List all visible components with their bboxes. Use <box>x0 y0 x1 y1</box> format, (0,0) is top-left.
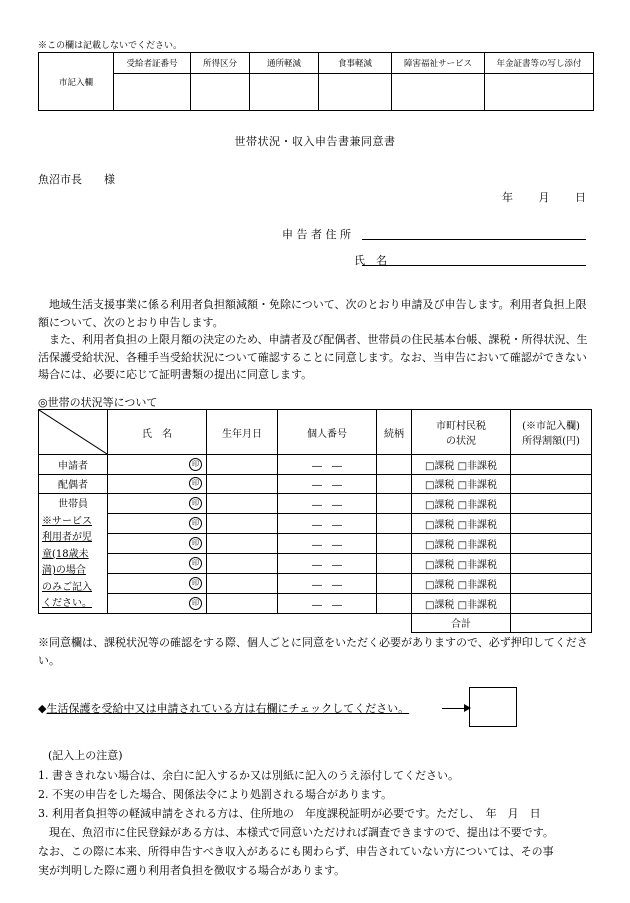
tax-status-cell <box>412 593 511 613</box>
header-income-line2: 所得割額(円) <box>522 436 580 447</box>
name-cell[interactable] <box>108 474 207 494</box>
income-cell[interactable] <box>511 513 592 533</box>
id-dashes: ― ― <box>312 499 342 511</box>
notes-title: (記入上の注意) <box>48 749 123 762</box>
id-cell[interactable] <box>278 513 377 533</box>
note-line: 2. 不実の申告をした場合、関係法令により処罰される場合があります。 <box>38 788 393 801</box>
office-cell[interactable] <box>250 74 319 111</box>
seal-mark: 印 <box>189 537 202 550</box>
taxed-checkbox[interactable]: □課税 <box>424 460 455 472</box>
taxed-checkbox[interactable]: □課税 <box>424 499 455 511</box>
office-cell[interactable] <box>485 74 594 111</box>
name-cell[interactable] <box>108 513 207 533</box>
seal-mark: 印 <box>189 517 202 530</box>
office-col-recipient-number: 受給者証番号 <box>114 53 191 74</box>
income-cell[interactable] <box>511 455 592 475</box>
note-line: 現在、魚沼市に住民登録がある方は、本様式で同意いただければ調査できますので、提出は不要です。 <box>38 826 554 839</box>
name-cell[interactable] <box>108 494 207 514</box>
untaxed-checkbox[interactable]: □非課税 <box>457 579 498 591</box>
office-col-disability-service: 障害福祉サービス <box>392 53 485 74</box>
taxed-checkbox[interactable]: □課税 <box>424 599 455 611</box>
total-cell[interactable] <box>511 613 592 633</box>
tax-status-cell <box>412 513 511 533</box>
header-income-line1: (※市記入欄) <box>522 421 580 432</box>
relation-cell[interactable] <box>377 553 412 573</box>
name-cell[interactable] <box>108 455 207 475</box>
name-cell[interactable] <box>108 553 207 573</box>
id-dashes: ― ― <box>312 559 342 571</box>
header-name: 氏 名 <box>108 410 207 455</box>
office-col-pension-copy: 年金証書等の写し添付 <box>485 53 594 74</box>
tax-status-cell <box>412 533 511 553</box>
untaxed-checkbox[interactable]: □非課税 <box>457 599 498 611</box>
relation-cell[interactable] <box>377 455 412 475</box>
household-member-label <box>39 494 108 614</box>
date-day: 日 <box>575 191 586 204</box>
paragraph-1: 地域生活支援事業に係る利用者負担額減額・免除について、次のとおり申請及び申告します。利用者負担上限額について、次のとおり申告します。 <box>38 298 587 329</box>
id-cell[interactable] <box>278 573 377 593</box>
welfare-bullet: ◆ <box>38 702 47 715</box>
row-label-spouse: 配偶者 <box>39 474 108 494</box>
seal-mark: 印 <box>189 477 202 490</box>
office-col-income-category: 所得区分 <box>191 53 250 74</box>
taxed-checkbox[interactable]: □課税 <box>424 519 455 531</box>
seal-note: ※同意欄は、課税状況等の確認をする際、個人ごとに同意をいただく必要がありますので、必ず押印してください。 <box>38 636 588 667</box>
untaxed-checkbox[interactable]: □非課税 <box>457 460 498 472</box>
relation-cell[interactable] <box>377 573 412 593</box>
member-label: 世帯員 <box>58 499 88 510</box>
member-note-line: 満)の場合 <box>42 565 86 576</box>
note-line: 1. 書ききれない場合は、余白に記入するか又は別紙に記入のうえ添付してください。 <box>38 769 459 782</box>
total-spacer <box>39 613 412 633</box>
welfare-text: 生活保護を受給中又は申請されている方は右欄にチェックしてください。 <box>46 702 410 715</box>
diagonal-line <box>39 410 107 454</box>
id-dashes: ― ― <box>312 599 342 611</box>
taxed-checkbox[interactable]: □課税 <box>424 480 455 492</box>
header-tax-status-line1: 市町村民税 <box>436 421 486 432</box>
office-row-label: 市記入欄 <box>39 53 114 111</box>
id-dashes: ― ― <box>312 519 342 531</box>
header-tax-status-line2: の状況 <box>446 436 476 447</box>
untaxed-checkbox[interactable]: □非課税 <box>457 519 498 531</box>
office-use-note: ※この欄は記載しないでください。 <box>38 41 183 51</box>
diagonal-header-cell <box>39 410 108 455</box>
header-income <box>511 410 592 455</box>
tax-status-cell <box>412 455 511 475</box>
welfare-checkbox[interactable] <box>469 687 517 727</box>
id-cell[interactable] <box>278 494 377 514</box>
seal-mark: 印 <box>189 497 202 510</box>
birth-cell[interactable] <box>207 474 278 494</box>
relation-cell[interactable] <box>377 513 412 533</box>
income-cell[interactable] <box>511 593 592 613</box>
addressee: 魚沼市長 様 <box>38 173 115 186</box>
id-dashes: ― ― <box>312 579 342 591</box>
household-table <box>38 409 592 633</box>
taxed-checkbox[interactable]: □課税 <box>424 579 455 591</box>
note-line: なお、この際に本来、所得申告すべき収入があるにも関わらず、申告されていない方については、その事 <box>38 845 554 858</box>
relation-cell[interactable] <box>377 533 412 553</box>
document-title: 世帯状況・収入申告書兼同意書 <box>234 135 396 148</box>
seal-mark: 印 <box>189 557 202 570</box>
date-month: 月 <box>538 191 550 204</box>
note-line: 実が判明した際に遡り利用者負担を徴収する場合があります。 <box>38 864 346 877</box>
birth-cell[interactable] <box>207 553 278 573</box>
birth-cell[interactable] <box>207 513 278 533</box>
name-cell[interactable] <box>108 533 207 553</box>
office-cell[interactable] <box>191 74 250 111</box>
seal-mark: 印 <box>189 597 202 610</box>
income-cell[interactable] <box>511 553 592 573</box>
office-col-meal-reduction: 食事軽減 <box>319 53 392 74</box>
birth-cell[interactable] <box>207 455 278 475</box>
header-birthdate: 生年月日 <box>207 410 278 455</box>
untaxed-checkbox[interactable]: □非課税 <box>457 480 498 492</box>
name-label: 氏 名 <box>354 254 387 267</box>
total-label: 合計 <box>412 613 511 633</box>
date-year: 年 <box>502 191 513 204</box>
income-cell[interactable] <box>511 474 592 494</box>
id-cell[interactable] <box>278 533 377 553</box>
relation-cell[interactable] <box>377 474 412 494</box>
seal-mark: 印 <box>189 577 202 590</box>
office-cell[interactable] <box>392 74 485 111</box>
id-dashes: ― ― <box>312 539 342 551</box>
name-cell[interactable] <box>108 573 207 593</box>
header-tax-status <box>412 410 511 455</box>
member-note-line: のみご記入 <box>42 581 92 593</box>
household-section-title: ◎世帯の状況等について <box>38 396 158 409</box>
office-cell[interactable] <box>114 74 191 111</box>
office-use-table <box>38 52 594 111</box>
income-cell[interactable] <box>511 573 592 593</box>
member-note-line: ください。 <box>42 598 92 609</box>
welfare-statement <box>38 700 409 716</box>
consent-paragraph <box>38 296 594 384</box>
birth-cell[interactable] <box>207 573 278 593</box>
relation-cell[interactable] <box>377 494 412 514</box>
seal-mark: 印 <box>189 458 202 471</box>
tax-status-cell <box>412 474 511 494</box>
birth-cell[interactable] <box>207 494 278 514</box>
birth-cell[interactable] <box>207 533 278 553</box>
id-dashes: ― ― <box>312 460 342 472</box>
id-dashes: ― ― <box>312 480 342 492</box>
paragraph-2: また、利用者負担の上限月額の決定のため、申請者及び配偶者、世帯員の住民基本台帳、課税・所得状況、生活保護受給状況、各種手当受給状況について確認することに同意します。なお、当申告において確認ができない場合には、必要に応じて証明書類の提出に同意します。 <box>38 333 588 381</box>
office-cell[interactable] <box>319 74 392 111</box>
note-line: 3. 利用者負担等の軽減申請をされる方は、住所地の 年度課税証明が必要です。ただし、 年 月 日 <box>38 807 541 820</box>
id-cell[interactable] <box>278 474 377 494</box>
untaxed-checkbox[interactable]: □非課税 <box>457 559 498 571</box>
header-relation: 続柄 <box>377 410 412 455</box>
birth-cell[interactable] <box>207 593 278 613</box>
name-cell[interactable] <box>108 593 207 613</box>
address-field[interactable] <box>362 239 586 240</box>
income-cell[interactable] <box>511 533 592 553</box>
office-col-commute-reduction: 通所軽減 <box>250 53 319 74</box>
name-field[interactable] <box>362 265 586 266</box>
member-note-line: 利用者が児 <box>42 532 92 543</box>
id-cell[interactable] <box>278 553 377 573</box>
untaxed-checkbox[interactable]: □非課税 <box>457 539 498 551</box>
id-cell[interactable] <box>278 455 377 475</box>
member-note-line: ※サービス <box>42 515 92 527</box>
taxed-checkbox[interactable]: □課税 <box>424 539 455 551</box>
id-cell[interactable] <box>278 593 377 613</box>
row-label-applicant: 申請者 <box>39 455 108 475</box>
address-label: 申 告 者 住 所 <box>282 228 351 241</box>
untaxed-checkbox[interactable]: □非課税 <box>457 499 498 511</box>
income-cell[interactable] <box>511 494 592 514</box>
tax-status-cell <box>412 553 511 573</box>
member-note-line: 童(18歳未 <box>42 548 89 560</box>
date-line <box>502 189 586 205</box>
header-id-number: 個人番号 <box>278 410 377 455</box>
relation-cell[interactable] <box>377 593 412 613</box>
taxed-checkbox[interactable]: □課税 <box>424 559 455 571</box>
tax-status-cell <box>412 494 511 514</box>
tax-status-cell <box>412 573 511 593</box>
